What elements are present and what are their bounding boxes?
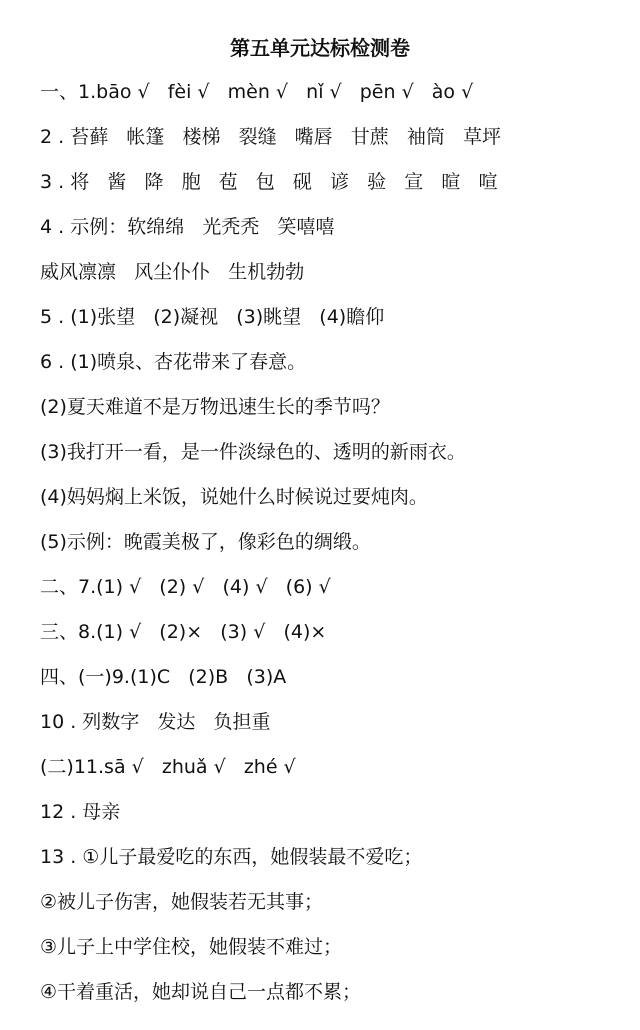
page-title: 第五单元达标检测卷 — [230, 36, 410, 60]
answer-line-10: (4)妈妈焖上米饭，说她什么时候说过要炖肉。 — [40, 486, 428, 508]
answer-line-21: ④干着重活，她却说自己一点都不累； — [40, 981, 362, 1003]
answer-line-9: (3)我打开一看，是一件淡绿色的、透明的新雨衣。 — [40, 441, 466, 463]
answer-line-3: 3 . 将 酱 降 胞 苞 包 砚 谚 验 宣 暄 喧 — [40, 171, 498, 193]
answer-line-18: 13 . ①儿子最爱吃的东西，她假装最不爱吃； — [40, 846, 423, 868]
answer-line-8: (2)夏天难道不是万物迅速生长的季节吗？ — [40, 396, 390, 418]
answer-line-17: 12 . 母亲 — [40, 801, 121, 823]
answer-line-19: ②被儿子伤害，她假装若无其事； — [40, 891, 324, 913]
answer-line-11: (5)示例：晚霞美极了，像彩色的绸缎。 — [40, 531, 371, 553]
answer-line-5: 威风凛凛 风尘仆仆 生机勃勃 — [40, 261, 305, 283]
answer-line-12: 二、7.(1) √ (2) √ (4) √ (6) √ — [40, 576, 331, 598]
answer-line-2: 2 . 苔藓 帐篷 楼梯 裂缝 嘴唇 甘蔗 袖筒 草坪 — [40, 126, 502, 148]
answer-line-14: 四、(一)9.(1)C (2)B (3)A — [40, 666, 287, 688]
answer-line-20: ③儿子上中学住校，她假装不难过； — [40, 936, 343, 958]
answer-line-1: 一、1.bāo √ fèi √ mèn √ nǐ √ pēn √ ào √ — [40, 81, 474, 103]
answer-line-16: (二)11.sā √ zhuǎ √ zhé √ — [40, 756, 296, 778]
answer-line-4: 4 . 示例：软绵绵 光秃秃 笑嘻嘻 — [40, 216, 335, 238]
answer-line-6: 5 . (1)张望 (2)凝视 (3)眺望 (4)瞻仰 — [40, 306, 385, 328]
answer-line-7: 6 . (1)喷泉、杏花带来了春意。 — [40, 351, 307, 373]
answer-line-13: 三、8.(1) √ (2)× (3) √ (4)× — [40, 621, 327, 643]
answer-line-15: 10 . 列数字 发达 负担重 — [40, 711, 271, 733]
